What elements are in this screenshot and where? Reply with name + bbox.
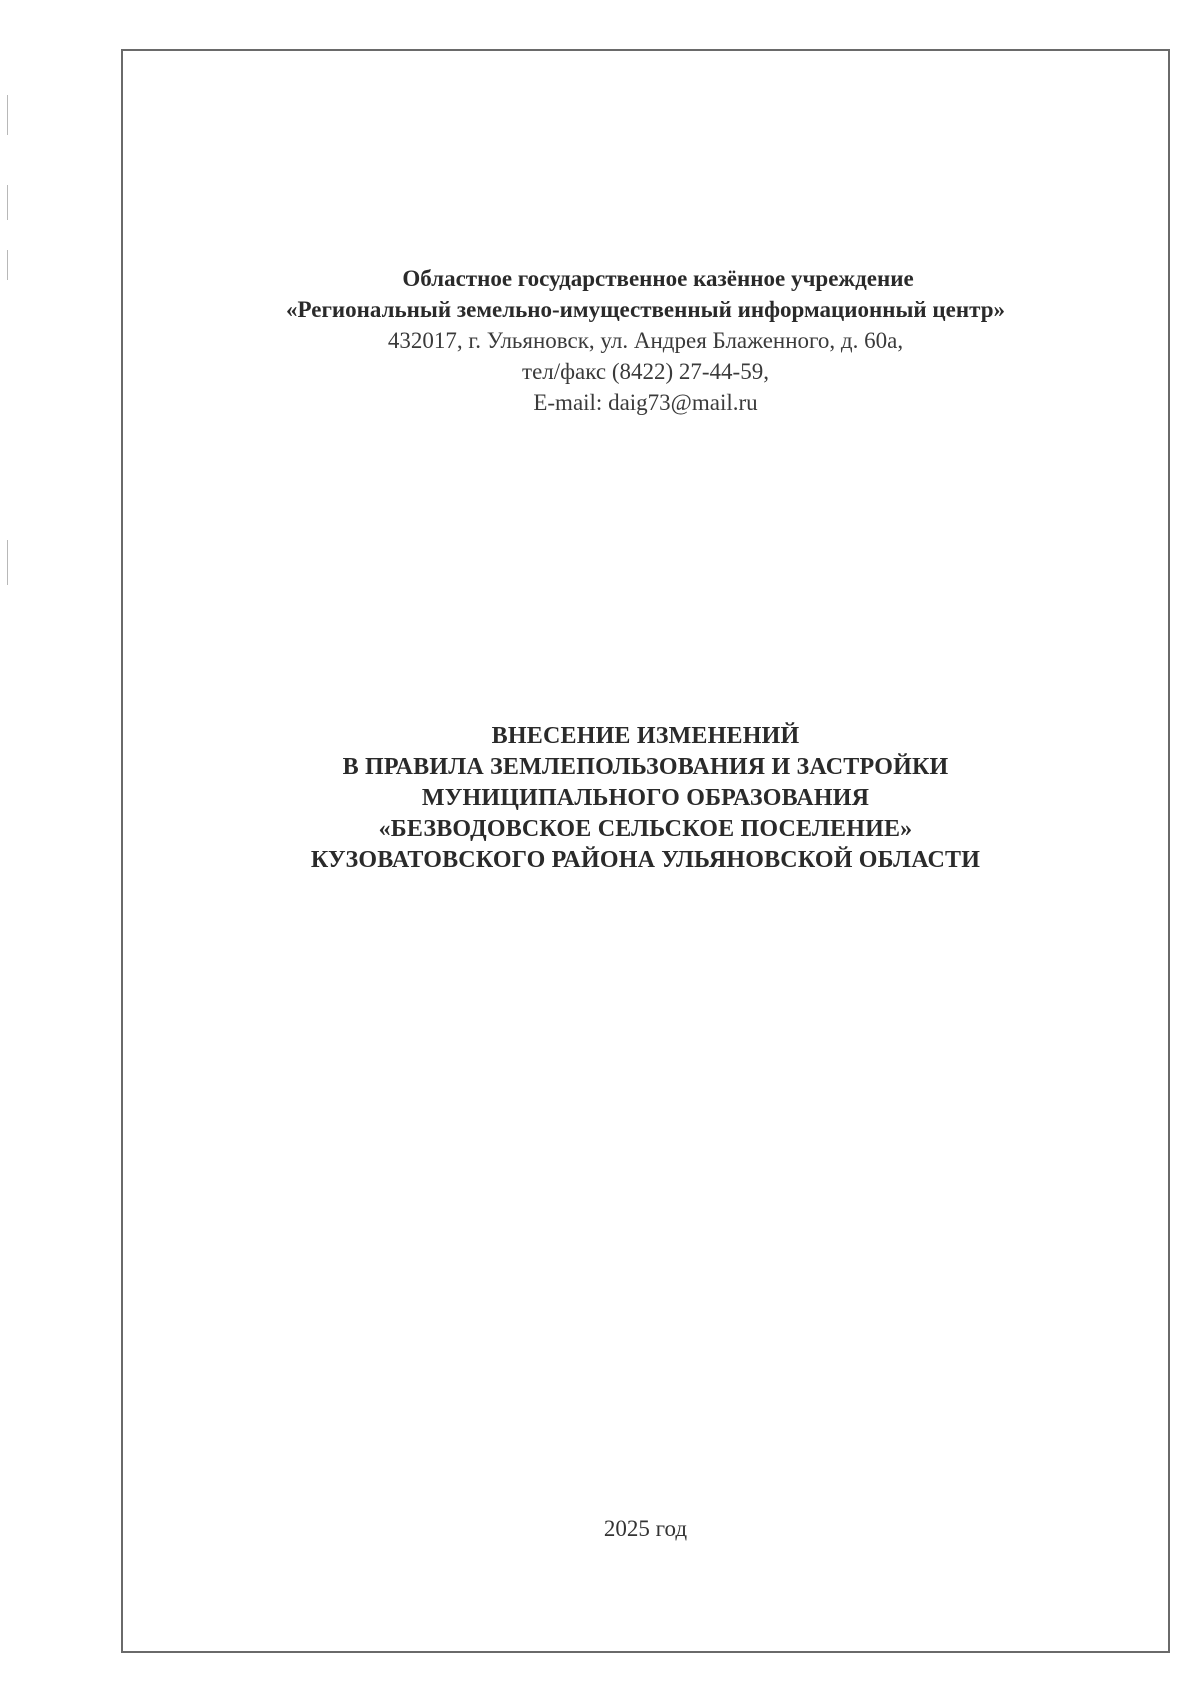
title-line-2: В ПРАВИЛА ЗЕМЛЕПОЛЬЗОВАНИЯ И ЗАСТРОЙКИ <box>342 754 949 780</box>
scan-artifact-line <box>7 250 8 280</box>
title-line-3: МУНИЦИПАЛЬНОГО ОБРАЗОВАНИЯ <box>421 785 870 811</box>
title-line-5: КУЗОВАТОВСКОГО РАЙОНА УЛЬЯНОВСКОЙ ОБЛАСТИ <box>310 847 981 873</box>
title-line-1: ВНЕСЕНИЕ ИЗМЕНЕНИЙ <box>491 723 800 749</box>
organization-email: E-mail: daig73@mail.ru <box>533 390 758 415</box>
scan-artifact-line <box>7 185 8 220</box>
title-line-4: «БЕЗВОДОВСКОЕ СЕЛЬСКОЕ ПОСЕЛЕНИЕ» <box>378 816 913 842</box>
page-frame <box>121 49 1170 1653</box>
organization-phone: тел/факс (8422) 27-44-59, <box>522 359 769 384</box>
organization-name: «Региональный земельно-имущественный информационный центр» <box>285 297 1006 322</box>
scan-artifact-line <box>7 95 8 135</box>
document-year: 2025 год <box>603 1516 688 1541</box>
organization-type: Областное государственное казённое учреждение <box>402 266 914 291</box>
organization-header <box>123 263 1168 418</box>
scan-artifact-line <box>7 540 8 585</box>
document-title <box>123 721 1168 876</box>
organization-address: 432017, г. Ульяновск, ул. Андрея Блаженного, д. 60а, <box>387 328 904 353</box>
